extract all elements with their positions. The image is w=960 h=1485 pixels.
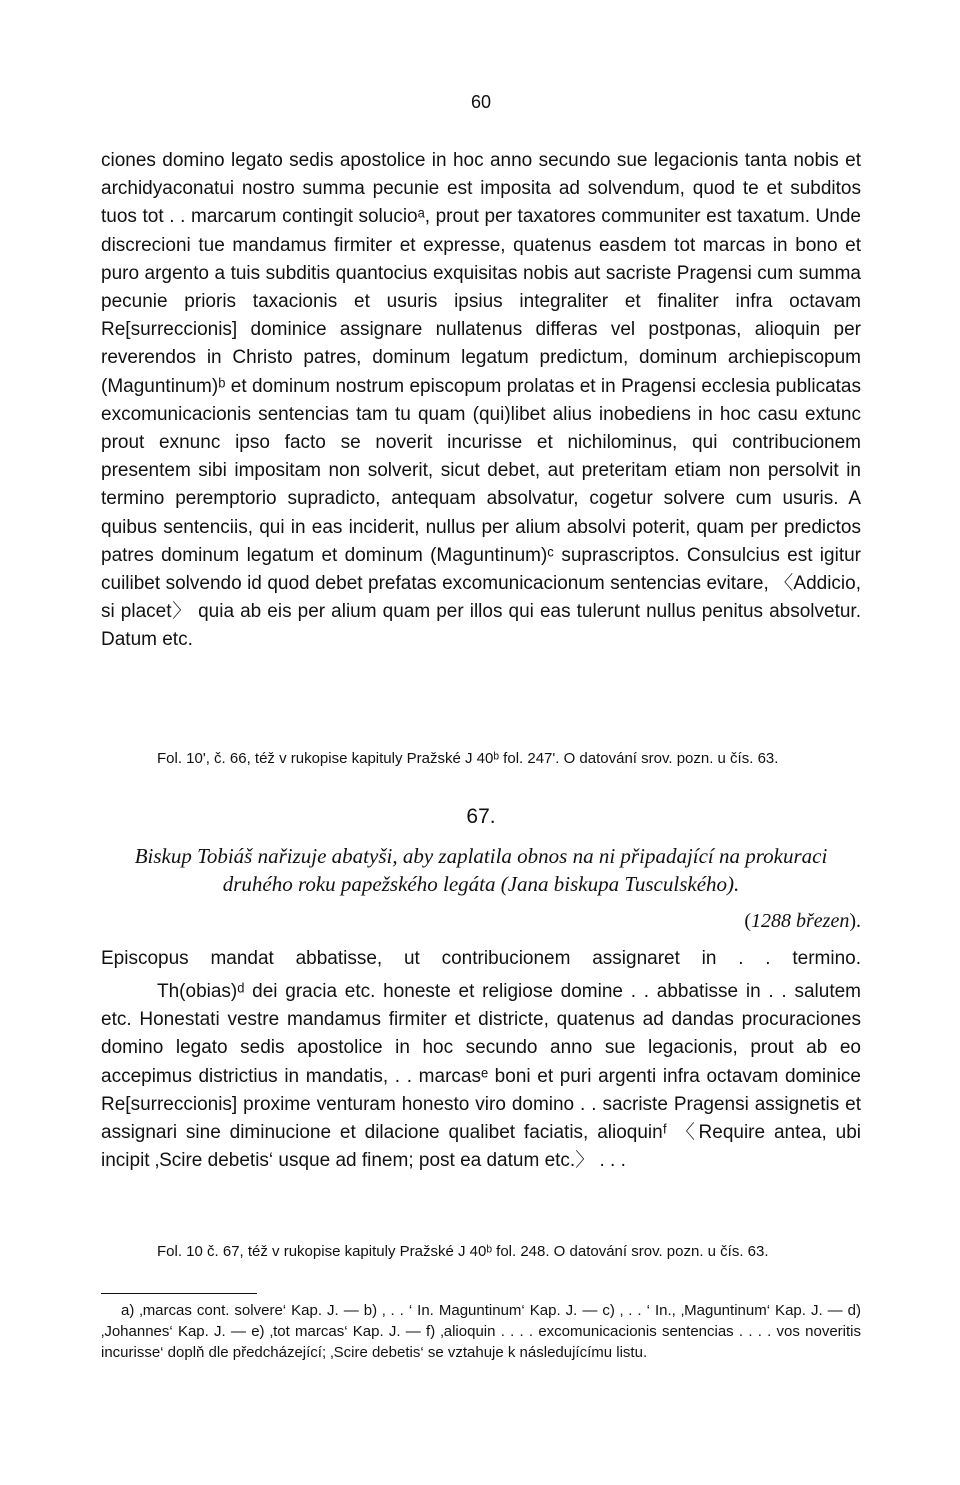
source-note-67-text: Fol. 10 č. 67, též v rukopise kapituly Pražské J 40ᵇ fol. 248. O datování srov. pozn. u čís. 63.	[157, 1243, 769, 1260]
source-note-66	[101, 749, 861, 769]
regest-heading: Biskup Tobiáš nařizuje abatyši, aby zaplatila obnos na ni připadající na prokuraci druhého roku papežského legáta (Jana biskupa Tusculského).	[134, 844, 828, 896]
letter-66-continuation: ciones domino legato sedis apostolice in hoc anno secundo sue legacionis tanta nobis et archidyaconatui nostro summa pecunie est imposita ad solvendum, quod te et subditos tuos tot . . marcarum contingit solucioᵃ, prout per taxatores communiter est taxatum. Unde discrecioni tue mandamus firmiter et expresse, quatenus easdem tot marcas in bono et puro argento a tuis subditis quantocius exquisitas nobis aut sacriste Pragensi cum summa pecunie prioris taxacionis et usuris ipsius integraliter et finaliter infra octavam Re[surreccionis] dominice assignare nullatenus differas vel postponas, alioquin per reverendos in Christo patres, dominum legatum predictum, dominum archiepiscopum (Maguntinum)ᵇ et dominum nostrum episcopum prolatas et in Pragensi ecclesia publicatas excomunicacionis sentencias tam tu quam (qui)libet alius inobediens in hoc casu extunc prout exnunc ipso facto se noverit incurisse et nichilominus, qui contribucionem presentem sibi impositam non solverit, sicut debet, aut preteritam etiam non persolvit in termino peremptorio supradicto, antequam absolvatur, cogetur solvere cum usuris. A quibus sentenciis, qui in eas inciderit, nullus per alium absolvi poterit, quam per predictos patres dominum legatum et dominum (Maguntinum)ᶜ suprascriptos. Consulcius est igitur cuilibet solvendo id quod debet prefatas excomunicacionum sentencias evitare, 〈Addicio, si placet〉 quia ab eis per alium quam per illos qui eas tulerunt nullus penitus absolvetur. Datum etc.	[101, 150, 861, 651]
letter-67-body: Th(obias)ᵈ dei gracia etc. honeste et religiose domine . . abbatisse in . . salutem etc. Honestati vestre mandamus firmiter et districte, quatenus ad dandas procuraciones domino legato sedis apostolice in hoc secundo anno sue legacionis, prout ab eo accepimus districtius in mandatis, . . marcasᵉ boni et puri argenti infra octavam dominice Re[surreccionis] proxime venturam honesto viro domino . . sacriste Pragensi assignetis et assignari sine diminucione et dilacione qualibet faciatis, alioquinᶠ 〈Require antea, ubi incipit ‚Scire debetis‘ usque ad finem; post ea datum etc.〉 . . .	[101, 981, 861, 1172]
footnotes	[101, 1300, 861, 1363]
page-number: 60	[470, 92, 492, 112]
footnote-divider	[101, 1293, 257, 1294]
footnotes-text: a) ‚marcas cont. solvere‘ Kap. J. — b) ‚ . . ‘ In. Maguntinum‘ Kap. J. — c) ‚ . . ‘ In., ‚Maguntinum‘ Kap. J. — d) ‚Johannes‘ Kap. J. — e) ‚tot marcas‘ Kap. J. — f) ‚alioquin . . . . excomunicacionis sentencias . . . . vos noveritis incurisse‘ doplň dle předcházející; ‚Scire debetis‘ se vztahuje k následujícímu listu.	[101, 1302, 861, 1361]
incipit: Episcopus mandat abbatisse, ut contribucionem assignaret in . . termino.	[101, 948, 861, 969]
letter-67-text	[101, 978, 861, 1175]
source-note-66-text: Fol. 10', č. 66, též v rukopise kapituly Pražské J 40ᵇ fol. 247'. O datování srov. pozn. u čís. 63.	[157, 750, 779, 767]
document-date-text: 1288 březen	[751, 910, 850, 932]
source-note-67	[101, 1242, 861, 1262]
document-number: 67.	[466, 805, 496, 828]
document-date: (1288 březen).	[744, 910, 861, 932]
